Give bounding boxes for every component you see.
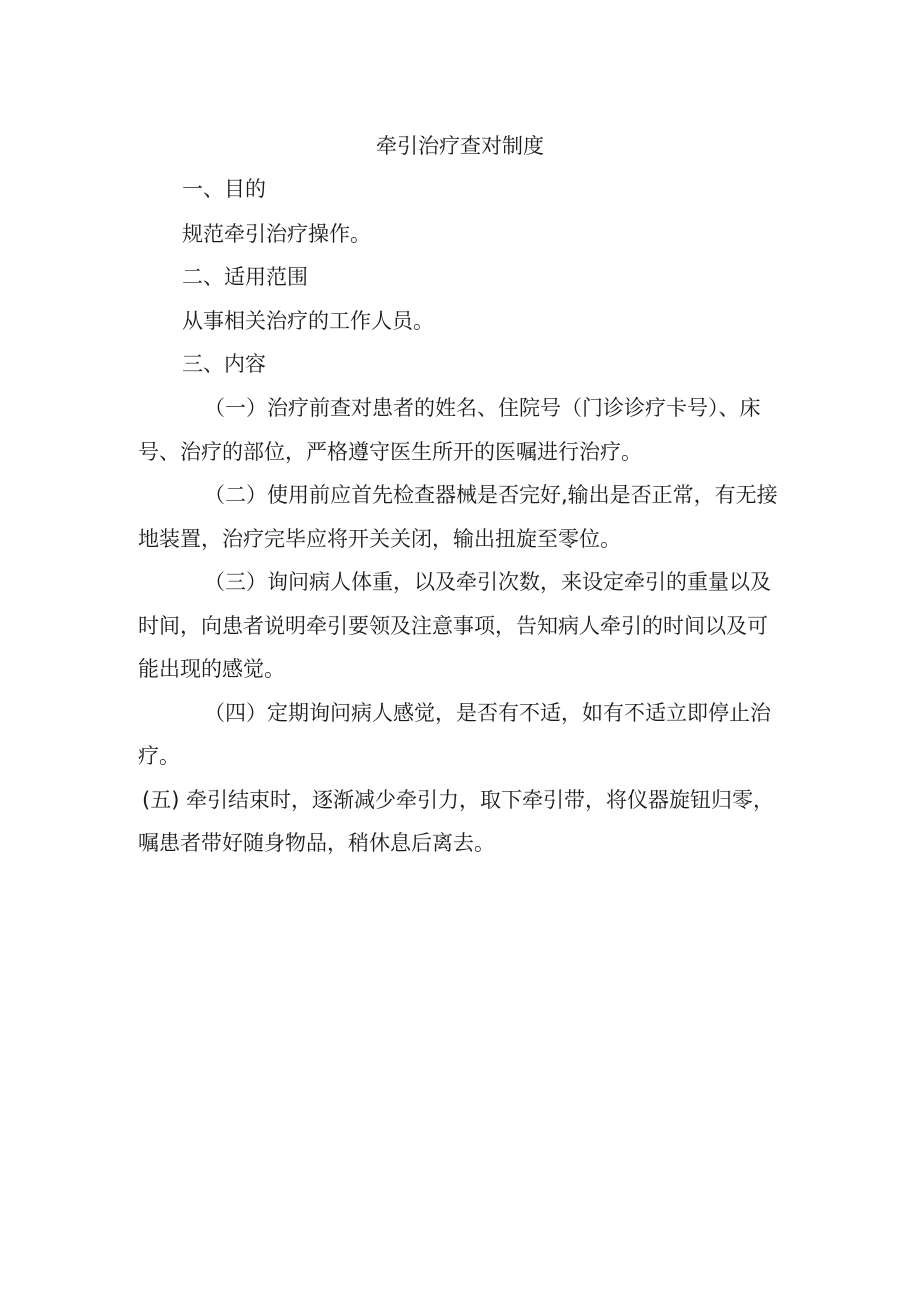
section-body-scope: 从事相关治疗的工作人员。 [182,309,434,333]
item-2-line-2: 地装置，治疗完毕应将开关关闭，输出扭旋至零位。 [138,527,621,551]
item-5-line-2: 嘱患者带好随身物品，稍休息后离去。 [138,831,495,855]
item-1-line-1: （一）治疗前查对患者的姓名、住院号（门诊诊疗卡号）、床 [204,396,761,420]
item-4-line-1: （四）定期询问病人感觉，是否有不适，如有不适立即停止治 [204,701,771,725]
item-1-line-2: 号、治疗的部位，严格遵守医生所开的医嘱进行治疗。 [138,440,642,464]
item-3-line-1: （三）询问病人体重，以及牵引次数，来设定牵引的重量以及 [204,570,771,594]
item-3-line-2: 时间，向患者说明牵引要领及注意事项，告知病人牵引的时间以及可 [138,614,768,638]
section-heading-content: 三、内容 [182,352,266,376]
section-body-purpose: 规范牵引治疗操作。 [182,222,371,246]
item-4-line-2: 疗。 [138,744,180,768]
item-5-line-1: (五) 牵引结束时，逐渐减少牵引力，取下牵引带，将仪器旋钮归零， [142,788,775,812]
document-title: 牵引治疗查对制度 [376,134,544,158]
section-heading-scope: 二、适用范围 [182,265,308,289]
item-2-line-1: （二）使用前应首先检查器械是否完好,输出是否正常，有无接 [204,483,778,507]
section-heading-purpose: 一、目的 [182,177,266,201]
item-3-line-3: 能出现的感觉。 [138,657,285,681]
